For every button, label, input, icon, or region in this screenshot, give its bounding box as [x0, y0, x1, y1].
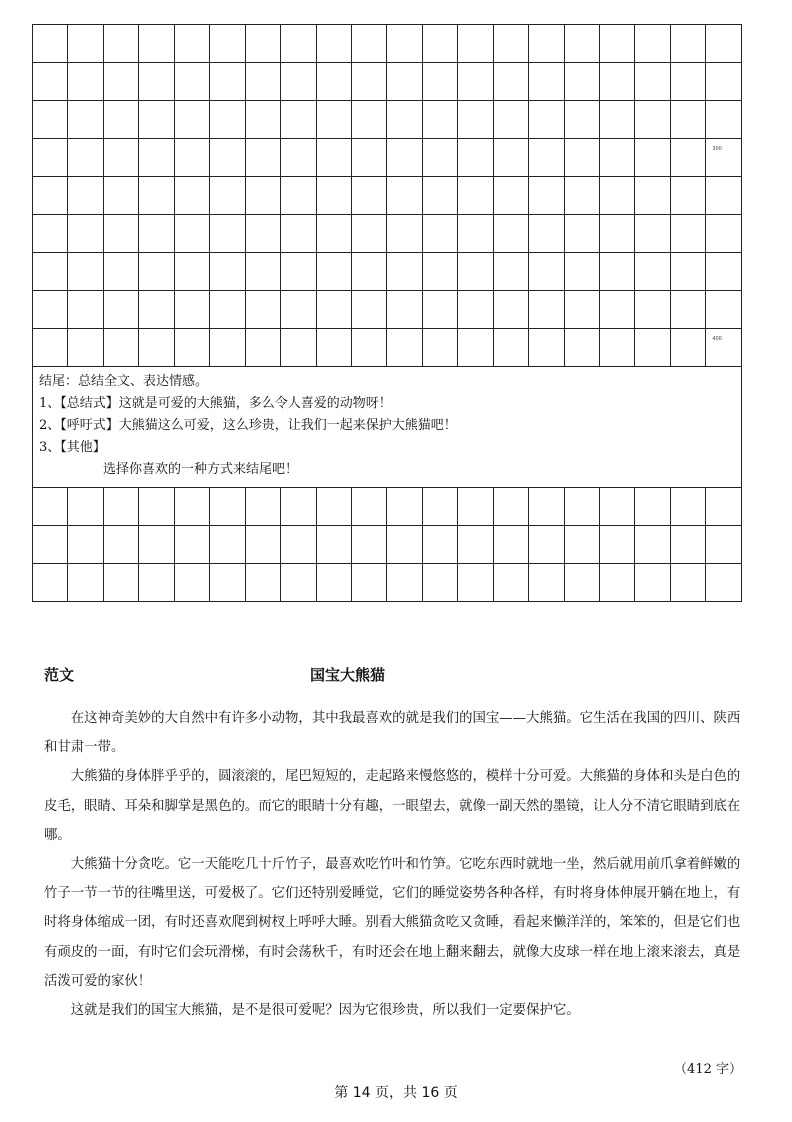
- grid-cell[interactable]: [281, 63, 316, 101]
- grid-cell[interactable]: [670, 139, 705, 177]
- grid-cell[interactable]: [210, 564, 245, 602]
- grid-cell[interactable]: [529, 526, 564, 564]
- grid-cell[interactable]: [600, 177, 635, 215]
- grid-cell[interactable]: [210, 101, 245, 139]
- grid-cell[interactable]: [387, 101, 422, 139]
- grid-cell[interactable]: [493, 329, 528, 367]
- grid-row: [33, 101, 742, 139]
- grid-cell[interactable]: [529, 253, 564, 291]
- grid-cell[interactable]: [103, 526, 138, 564]
- grid-cell[interactable]: [564, 25, 599, 63]
- grid-cell[interactable]: [351, 139, 386, 177]
- grid-cell[interactable]: [670, 101, 705, 139]
- grid-cell[interactable]: [706, 329, 742, 367]
- grid-cell[interactable]: [33, 526, 68, 564]
- grid-cell[interactable]: [529, 564, 564, 602]
- essay-heading: [44, 664, 744, 690]
- grid-cell[interactable]: [174, 63, 209, 101]
- grid-cell[interactable]: [564, 253, 599, 291]
- char-count-marker: 300: [712, 146, 722, 152]
- grid-cell[interactable]: [210, 25, 245, 63]
- notes-item: 3、【其他】: [39, 440, 106, 455]
- grid-cell[interactable]: [387, 215, 422, 253]
- essay-title: 国宝大熊猫: [310, 666, 386, 684]
- grid-cell[interactable]: [351, 564, 386, 602]
- grid-cell[interactable]: [316, 488, 351, 526]
- grid-cell[interactable]: [210, 63, 245, 101]
- grid-cell[interactable]: [33, 329, 68, 367]
- grid-cell[interactable]: [174, 291, 209, 329]
- grid-cell[interactable]: [281, 101, 316, 139]
- grid-row: [33, 177, 742, 215]
- grid-cell[interactable]: [68, 25, 103, 63]
- grid-cell[interactable]: [245, 63, 280, 101]
- grid-cell[interactable]: [174, 101, 209, 139]
- grid-cell[interactable]: [635, 564, 670, 602]
- grid-cell[interactable]: [351, 101, 386, 139]
- grid-cell[interactable]: [245, 101, 280, 139]
- grid-cell[interactable]: [68, 291, 103, 329]
- grid-cell[interactable]: [245, 253, 280, 291]
- grid-row: [33, 291, 742, 329]
- grid-cell[interactable]: [422, 488, 457, 526]
- essay-body: [44, 704, 750, 1025]
- grid-cell[interactable]: [564, 329, 599, 367]
- grid-cell[interactable]: [387, 488, 422, 526]
- grid-cell[interactable]: [245, 488, 280, 526]
- grid-cell[interactable]: [33, 63, 68, 101]
- grid-cell[interactable]: [635, 25, 670, 63]
- essay-paragraph: 大熊猫十分贪吃。它一天能吃几十斤竹子，最喜欢吃竹叶和竹笋。它吃东西时就地一坐，然后就用前爪拿着鲜嫩的竹子一节一节的往嘴里送，可爱极了。它们还特别爱睡觉，它们的睡觉姿势各种各样，有时将身体伸展开躺在地上，有时将身体缩成一团，有时还喜欢爬到树杈上呼呼大睡。别看大熊猫贪吃又贪睡，看起来懒洋洋的，笨笨的，但是它们也有顽皮的一面，有时它们会玩滑梯，有时会荡秋千，有时还会在地上翻来翻去，就像大皮球一样在地上滚来滚去，真是活泼可爱的家伙！: [44, 857, 741, 989]
- grid-cell[interactable]: [68, 139, 103, 177]
- grid-cell[interactable]: [245, 526, 280, 564]
- grid-cell[interactable]: [139, 177, 174, 215]
- grid-cell[interactable]: [174, 253, 209, 291]
- grid-cell[interactable]: [210, 526, 245, 564]
- grid-cell[interactable]: [422, 139, 457, 177]
- grid-cell[interactable]: [316, 101, 351, 139]
- grid-cell[interactable]: [316, 291, 351, 329]
- grid-cell[interactable]: [139, 291, 174, 329]
- grid-cell[interactable]: [706, 253, 742, 291]
- grid-cell[interactable]: [422, 101, 457, 139]
- grid-cell[interactable]: [670, 564, 705, 602]
- grid-cell[interactable]: [458, 564, 493, 602]
- grid-cell[interactable]: [706, 564, 742, 602]
- grid-cell[interactable]: [174, 564, 209, 602]
- grid-cell[interactable]: [706, 63, 742, 101]
- grid-cell[interactable]: [493, 139, 528, 177]
- grid-cell[interactable]: [635, 526, 670, 564]
- grid-cell[interactable]: [316, 25, 351, 63]
- grid-cell[interactable]: [68, 63, 103, 101]
- essay-paragraph: 在这神奇美妙的大自然中有许多小动物，其中我最喜欢的就是我们的国宝——大熊猫。它生活在我国的四川、陕西和甘肃一带。: [44, 711, 741, 756]
- grid-cell[interactable]: [174, 177, 209, 215]
- grid-cell[interactable]: [600, 139, 635, 177]
- grid-cell[interactable]: [600, 63, 635, 101]
- grid-cell[interactable]: [103, 329, 138, 367]
- grid-cell[interactable]: [635, 291, 670, 329]
- grid-cell[interactable]: [33, 101, 68, 139]
- grid-cell[interactable]: [670, 25, 705, 63]
- grid-cell[interactable]: [103, 101, 138, 139]
- grid-cell[interactable]: [564, 291, 599, 329]
- grid-cell[interactable]: [493, 291, 528, 329]
- grid-cell[interactable]: [281, 25, 316, 63]
- grid-cell[interactable]: [210, 139, 245, 177]
- grid-cell[interactable]: [387, 329, 422, 367]
- grid-cell[interactable]: [564, 526, 599, 564]
- grid-cell[interactable]: [351, 488, 386, 526]
- grid-cell[interactable]: [564, 139, 599, 177]
- grid-cell[interactable]: [316, 329, 351, 367]
- grid-cell[interactable]: [458, 25, 493, 63]
- grid-cell[interactable]: [68, 101, 103, 139]
- grid-cell[interactable]: [422, 25, 457, 63]
- grid-row: [33, 253, 742, 291]
- grid-cell[interactable]: [316, 564, 351, 602]
- grid-cell[interactable]: [33, 177, 68, 215]
- grid-cell[interactable]: [387, 526, 422, 564]
- grid-cell[interactable]: [68, 177, 103, 215]
- grid-cell[interactable]: [281, 564, 316, 602]
- grid-cell[interactable]: [600, 564, 635, 602]
- grid-row: [33, 215, 742, 253]
- grid-cell[interactable]: [706, 526, 742, 564]
- grid-cell[interactable]: [245, 215, 280, 253]
- grid-cell[interactable]: [174, 526, 209, 564]
- grid-cell[interactable]: [316, 177, 351, 215]
- grid-cell[interactable]: [174, 215, 209, 253]
- grid-cell[interactable]: [564, 177, 599, 215]
- notes-heading: 结尾：总结全文、表达情感。: [39, 374, 209, 389]
- grid-cell[interactable]: [635, 215, 670, 253]
- grid-cell[interactable]: [103, 488, 138, 526]
- grid-cell[interactable]: [351, 329, 386, 367]
- grid-cell[interactable]: [635, 329, 670, 367]
- grid-cell[interactable]: [139, 63, 174, 101]
- page-footer: 第 14 页，共 16 页: [334, 1085, 458, 1101]
- grid-cell[interactable]: [493, 526, 528, 564]
- grid-cell[interactable]: [600, 253, 635, 291]
- grid-cell[interactable]: [600, 526, 635, 564]
- grid-cell[interactable]: [600, 215, 635, 253]
- grid-cell[interactable]: [387, 63, 422, 101]
- grid-cell[interactable]: [387, 291, 422, 329]
- grid-cell[interactable]: [281, 253, 316, 291]
- grid-cell[interactable]: [139, 488, 174, 526]
- grid-cell[interactable]: [422, 291, 457, 329]
- grid-cell[interactable]: [103, 139, 138, 177]
- grid-cell[interactable]: [600, 291, 635, 329]
- grid-cell[interactable]: [635, 177, 670, 215]
- grid-cell[interactable]: [706, 215, 742, 253]
- grid-cell[interactable]: [103, 215, 138, 253]
- grid-cell[interactable]: [422, 564, 457, 602]
- grid-cell[interactable]: [493, 488, 528, 526]
- grid-cell[interactable]: [706, 139, 742, 177]
- grid-row: [33, 139, 742, 177]
- grid-cell[interactable]: [422, 526, 457, 564]
- grid-cell[interactable]: [670, 526, 705, 564]
- grid-cell[interactable]: [174, 139, 209, 177]
- grid-row: [33, 526, 742, 564]
- grid-cell[interactable]: [493, 101, 528, 139]
- grid-cell[interactable]: [670, 253, 705, 291]
- grid-row: [33, 329, 742, 367]
- grid-cell[interactable]: [529, 177, 564, 215]
- grid-cell[interactable]: [351, 177, 386, 215]
- notes-item: 2、【呼吁式】大熊猫这么可爱，这么珍贵，让我们一起来保护大熊猫吧！: [39, 418, 457, 433]
- notes-item: 1、【总结式】这就是可爱的大熊猫，多么令人喜爱的动物呀！: [39, 396, 392, 411]
- grid-cell[interactable]: [68, 488, 103, 526]
- grid-cell[interactable]: [458, 177, 493, 215]
- grid-cell[interactable]: [33, 253, 68, 291]
- grid-cell[interactable]: [635, 63, 670, 101]
- grid-cell[interactable]: [529, 329, 564, 367]
- grid-cell[interactable]: [245, 177, 280, 215]
- grid-cell[interactable]: [529, 63, 564, 101]
- grid-cell[interactable]: [387, 253, 422, 291]
- notes-row: [33, 367, 742, 488]
- grid-cell[interactable]: [529, 139, 564, 177]
- grid-cell[interactable]: [139, 215, 174, 253]
- grid-row: [33, 25, 742, 63]
- grid-cell[interactable]: [281, 526, 316, 564]
- grid-cell[interactable]: [174, 329, 209, 367]
- grid-cell[interactable]: [351, 526, 386, 564]
- grid-cell[interactable]: [351, 215, 386, 253]
- grid-cell[interactable]: [316, 253, 351, 291]
- grid-cell[interactable]: [210, 177, 245, 215]
- grid-cell[interactable]: [210, 329, 245, 367]
- grid-cell[interactable]: [600, 329, 635, 367]
- grid-cell[interactable]: [281, 177, 316, 215]
- essay-paragraph: 这就是我们的国宝大熊猫，是不是很可爱呢？因为它很珍贵，所以我们一定要保护它。: [70, 1003, 580, 1019]
- grid-cell[interactable]: [33, 488, 68, 526]
- grid-cell[interactable]: [103, 291, 138, 329]
- grid-cell[interactable]: [493, 177, 528, 215]
- grid-cell[interactable]: [33, 564, 68, 602]
- grid-cell[interactable]: [493, 215, 528, 253]
- grid-cell[interactable]: [422, 329, 457, 367]
- grid-cell[interactable]: [529, 25, 564, 63]
- grid-cell[interactable]: [493, 63, 528, 101]
- grid-cell[interactable]: [139, 101, 174, 139]
- grid-cell[interactable]: [33, 139, 68, 177]
- grid-cell[interactable]: [387, 177, 422, 215]
- grid-row: [33, 488, 742, 526]
- grid-cell[interactable]: [670, 215, 705, 253]
- essay-paragraph: 大熊猫的身体胖乎乎的，圆滚滚的，尾巴短短的，走起路来慢悠悠的，模样十分可爱。大熊猫的身体和头是白色的皮毛，眼睛、耳朵和脚掌是黑色的。而它的眼睛十分有趣，一眼望去，就像一副天然的墨镜，让人分不清它眼睛到底在哪。: [44, 769, 741, 843]
- grid-cell[interactable]: [174, 25, 209, 63]
- grid-cell[interactable]: [387, 25, 422, 63]
- grid-cell[interactable]: [422, 63, 457, 101]
- grid-cell[interactable]: [529, 101, 564, 139]
- grid-cell[interactable]: [422, 215, 457, 253]
- grid-cell[interactable]: [68, 526, 103, 564]
- grid-cell[interactable]: [458, 139, 493, 177]
- grid-cell[interactable]: [564, 63, 599, 101]
- grid-cell[interactable]: [68, 215, 103, 253]
- grid-cell[interactable]: [529, 215, 564, 253]
- grid-cell[interactable]: [706, 25, 742, 63]
- grid-cell[interactable]: [670, 63, 705, 101]
- essay-label: 范文: [44, 666, 75, 684]
- grid-cell[interactable]: [316, 139, 351, 177]
- grid-cell[interactable]: [33, 291, 68, 329]
- grid-cell[interactable]: [316, 526, 351, 564]
- word-count: （412 字）: [674, 1062, 742, 1077]
- grid-cell[interactable]: [139, 329, 174, 367]
- grid-cell[interactable]: [210, 215, 245, 253]
- grid-cell[interactable]: [706, 177, 742, 215]
- grid-cell[interactable]: [210, 253, 245, 291]
- grid-cell[interactable]: [458, 488, 493, 526]
- grid-cell[interactable]: [600, 101, 635, 139]
- grid-cell[interactable]: [210, 488, 245, 526]
- grid-cell[interactable]: [422, 253, 457, 291]
- grid-cell[interactable]: [139, 253, 174, 291]
- grid-cell[interactable]: [210, 291, 245, 329]
- grid-cell[interactable]: [351, 253, 386, 291]
- grid-cell[interactable]: [245, 329, 280, 367]
- grid-cell[interactable]: [458, 329, 493, 367]
- grid-cell[interactable]: [139, 25, 174, 63]
- grid-cell[interactable]: [316, 63, 351, 101]
- grid-cell[interactable]: [600, 25, 635, 63]
- grid-cell[interactable]: [245, 25, 280, 63]
- grid-cell[interactable]: [493, 25, 528, 63]
- grid-cell[interactable]: [351, 63, 386, 101]
- grid-cell[interactable]: [458, 215, 493, 253]
- grid-row: [33, 63, 742, 101]
- grid-cell[interactable]: [422, 177, 457, 215]
- grid-cell[interactable]: [281, 215, 316, 253]
- grid-cell[interactable]: [245, 139, 280, 177]
- grid-cell[interactable]: [103, 564, 138, 602]
- grid-cell[interactable]: [139, 526, 174, 564]
- grid-cell[interactable]: [564, 101, 599, 139]
- grid-cell[interactable]: [564, 488, 599, 526]
- grid-cell[interactable]: [103, 25, 138, 63]
- grid-cell[interactable]: [387, 139, 422, 177]
- grid-cell[interactable]: [281, 329, 316, 367]
- grid-cell[interactable]: [529, 488, 564, 526]
- grid-cell[interactable]: [458, 101, 493, 139]
- grid-cell[interactable]: [33, 215, 68, 253]
- grid-cell[interactable]: [281, 291, 316, 329]
- grid-cell[interactable]: [387, 564, 422, 602]
- grid-cell[interactable]: [245, 564, 280, 602]
- grid-cell[interactable]: [529, 291, 564, 329]
- grid-cell[interactable]: [281, 488, 316, 526]
- grid-cell[interactable]: [351, 291, 386, 329]
- grid-cell[interactable]: [351, 25, 386, 63]
- grid-cell[interactable]: [706, 291, 742, 329]
- grid-cell[interactable]: [635, 488, 670, 526]
- grid-cell[interactable]: [103, 63, 138, 101]
- char-count-marker: 400: [712, 336, 722, 342]
- grid-cell[interactable]: [174, 488, 209, 526]
- grid-cell[interactable]: [706, 101, 742, 139]
- grid-cell[interactable]: [68, 329, 103, 367]
- writing-grid: [32, 24, 742, 602]
- grid-cell[interactable]: [139, 564, 174, 602]
- grid-cell[interactable]: [316, 215, 351, 253]
- grid-cell[interactable]: [458, 526, 493, 564]
- grid-cell[interactable]: [493, 564, 528, 602]
- notes-tip: 选择你喜欢的一种方式来结尾吧！: [103, 462, 299, 477]
- grid-cell[interactable]: [245, 291, 280, 329]
- grid-cell[interactable]: [139, 139, 174, 177]
- grid-cell[interactable]: [635, 139, 670, 177]
- grid-cell[interactable]: [670, 177, 705, 215]
- grid-cell[interactable]: [706, 488, 742, 526]
- grid-cell[interactable]: [635, 101, 670, 139]
- grid-cell[interactable]: [493, 253, 528, 291]
- grid-cell[interactable]: [33, 25, 68, 63]
- grid-row: [33, 564, 742, 602]
- grid-cell[interactable]: [103, 253, 138, 291]
- grid-cell[interactable]: [670, 291, 705, 329]
- grid-cell[interactable]: [564, 215, 599, 253]
- grid-cell[interactable]: [68, 564, 103, 602]
- grid-cell[interactable]: [458, 291, 493, 329]
- notes-box: [33, 367, 742, 488]
- grid-cell[interactable]: [600, 488, 635, 526]
- grid-cell[interactable]: [458, 253, 493, 291]
- grid-cell[interactable]: [635, 253, 670, 291]
- grid-cell[interactable]: [68, 253, 103, 291]
- grid-cell[interactable]: [103, 177, 138, 215]
- grid-cell[interactable]: [564, 564, 599, 602]
- grid-cell[interactable]: [670, 488, 705, 526]
- grid-cell[interactable]: [281, 139, 316, 177]
- grid-cell[interactable]: [670, 329, 705, 367]
- grid-cell[interactable]: [458, 63, 493, 101]
